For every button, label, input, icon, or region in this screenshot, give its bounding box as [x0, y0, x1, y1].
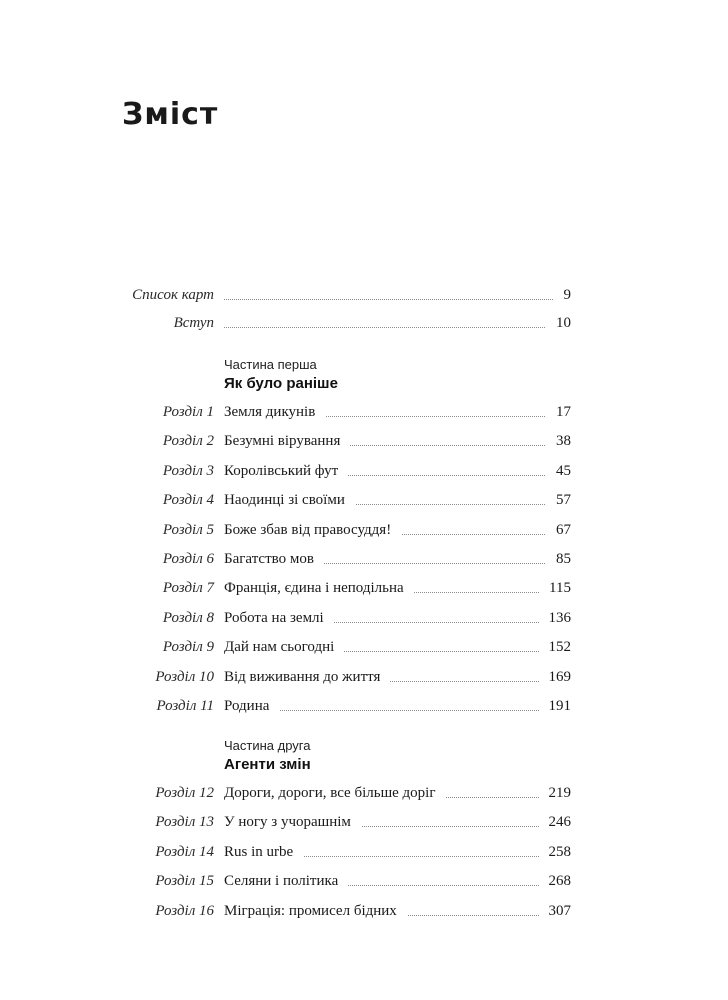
toc-entry[interactable] — [0, 490, 728, 514]
toc-entry[interactable] — [0, 842, 728, 866]
page-title: Зміст — [122, 97, 219, 132]
entry-title: Дай нам сьогодні — [224, 639, 344, 656]
entry-page-number: 219 — [539, 785, 572, 802]
entry-label: Розділ 15 — [155, 873, 214, 889]
entry-label: Розділ 12 — [155, 785, 214, 801]
entry-page-number: 152 — [539, 639, 572, 656]
entry-page-number: 191 — [539, 698, 572, 715]
toc-entry[interactable] — [0, 696, 728, 720]
entry-label: Розділ 14 — [155, 844, 214, 860]
entry-title: Від виживання до життя — [224, 669, 390, 686]
toc-entry[interactable] — [0, 402, 728, 426]
entry-page-number: 45 — [546, 463, 571, 480]
entry-label: Розділ 6 — [162, 551, 214, 567]
toc-entry[interactable] — [0, 901, 728, 925]
entry-title: Робота на землі — [224, 610, 334, 627]
toc-entry[interactable] — [0, 549, 728, 573]
entry-label: Розділ 11 — [156, 698, 214, 714]
entry-label: Розділ 2 — [162, 433, 214, 449]
part-label: Частина друга — [224, 738, 311, 753]
entry-title: Франція, єдина і неподільна — [224, 580, 414, 597]
toc-entry[interactable] — [0, 783, 728, 807]
entry-title: Селяни і політика — [224, 873, 348, 890]
entry-label: Розділ 7 — [162, 580, 214, 596]
entry-label: Розділ 9 — [162, 639, 214, 655]
toc-entry[interactable] — [0, 608, 728, 632]
entry-page-number: 115 — [539, 580, 571, 597]
entry-page-number: 17 — [546, 404, 571, 421]
entry-page-number: 268 — [539, 873, 572, 890]
entry-title: Дороги, дороги, все більше доріг — [224, 785, 446, 802]
entry-title: Безумні вірування — [224, 433, 350, 450]
entry-label: Розділ 16 — [155, 903, 214, 919]
dot-leader — [224, 299, 553, 300]
toc-entry[interactable] — [0, 667, 728, 691]
toc-entry[interactable] — [0, 520, 728, 544]
entry-title: Наодинці зі своїми — [224, 492, 355, 509]
entry-title: Багатство мов — [224, 551, 324, 568]
entry-label: Розділ 5 — [162, 522, 214, 538]
toc-entry[interactable] — [0, 461, 728, 485]
entry-title: Міграція: промисел бідних — [224, 903, 407, 920]
entry-page-number: 136 — [539, 610, 572, 627]
toc-entry[interactable] — [0, 578, 728, 602]
entry-page-number: 9 — [554, 287, 572, 304]
entry-label: Список карт — [132, 287, 214, 303]
entry-label: Розділ 1 — [162, 404, 214, 420]
entry-label: Розділ 13 — [155, 814, 214, 830]
entry-title: Королівський фут — [224, 463, 348, 480]
entry-page-number: 85 — [546, 551, 571, 568]
toc-entry[interactable] — [0, 637, 728, 661]
entry-title: У ногу з учорашнім — [224, 814, 361, 831]
entry-title: Rus in urbe — [224, 844, 303, 861]
toc-entry[interactable] — [0, 812, 728, 836]
entry-label: Розділ 8 — [162, 610, 214, 626]
entry-label: Вступ — [173, 315, 214, 331]
entry-page-number: 38 — [546, 433, 571, 450]
entry-page-number: 258 — [539, 844, 572, 861]
entry-title: Боже збав від правосуддя! — [224, 522, 401, 539]
toc-entry[interactable] — [0, 313, 728, 337]
entry-label: Розділ 10 — [155, 669, 214, 685]
entry-page-number: 57 — [546, 492, 571, 509]
entry-title: Земля дикунів — [224, 404, 325, 421]
entry-label: Розділ 3 — [162, 463, 214, 479]
entry-page-number: 10 — [546, 315, 571, 332]
entry-page-number: 307 — [539, 903, 572, 920]
entry-page-number: 67 — [546, 522, 571, 539]
toc-entry[interactable] — [0, 871, 728, 895]
part-label: Частина перша — [224, 357, 317, 372]
toc-entry[interactable] — [0, 285, 728, 309]
entry-page-number: 169 — [539, 669, 572, 686]
entry-label: Розділ 4 — [162, 492, 214, 508]
part-title: Агенти змін — [224, 756, 311, 773]
entry-page-number: 246 — [539, 814, 572, 831]
toc-entry[interactable] — [0, 431, 728, 455]
dot-leader — [224, 327, 553, 328]
entry-title: Родина — [224, 698, 279, 715]
part-title: Як було раніше — [224, 375, 338, 392]
